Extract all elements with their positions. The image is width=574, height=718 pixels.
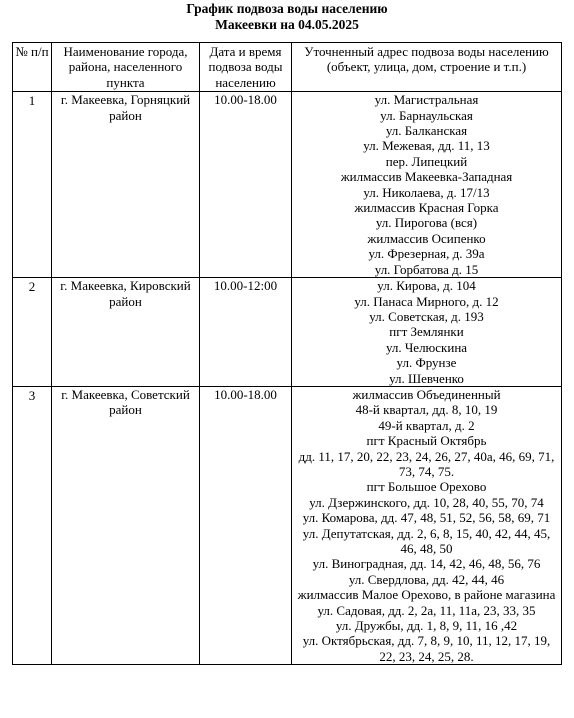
address-line: ул. Фрезерная, д. 39а	[368, 246, 485, 262]
table-row	[13, 386, 562, 664]
address-line: жилмассив Красная Горка	[354, 200, 499, 216]
header-name: Наименование города, района, населенного пункта	[52, 43, 200, 92]
address-line: дд. 11, 17, 20, 22, 23, 24, 26, 27, 40а, 46, 69, 71, 73, 74, 75.	[298, 448, 555, 479]
address-line: ул. Кирова, д. 104	[377, 278, 476, 294]
row-time: 10.00-18.00	[200, 92, 292, 278]
address-line: пгт Большое Орехово	[366, 479, 487, 495]
header-time: Дата и время подвоза воды населению	[200, 43, 292, 92]
address-line: ул. Балканская	[385, 123, 468, 139]
row-addresses	[292, 278, 562, 387]
address-line: ул. Барнаульская	[380, 107, 473, 123]
address-line: ул. Пирогова (вся)	[375, 215, 478, 231]
row-addresses	[292, 92, 562, 278]
row-time: 10.00-12:00	[200, 278, 292, 387]
address-line: ул. Межевая, дд. 11, 13	[363, 138, 490, 154]
address-line: ул. Свердлова, дд. 42, 44, 46	[348, 571, 505, 587]
title-line-2: Макеевки на 04.05.2025	[215, 17, 359, 32]
table-body	[13, 92, 562, 665]
address-line: жилмассив Малое Орехово, в районе магазина	[297, 587, 556, 603]
header-address: Уточненный адрес подвоза воды населению (объект, улица, дом, строение и т.п.)	[292, 43, 562, 92]
row-location: г. Макеевка, Горняцкий район	[52, 92, 200, 278]
row-location: г. Макеевка, Советский район	[52, 386, 200, 664]
address-line: ул. Садовая, дд. 2, 2а, 11, 11а, 23, 33, 35	[317, 602, 536, 618]
table-row	[13, 92, 562, 278]
address-line: ул. Комарова, дд. 47, 48, 51, 52, 56, 58, 69, 71	[302, 510, 551, 526]
table-row	[13, 278, 562, 387]
water-schedule-table	[12, 42, 562, 665]
address-line: 49-й квартал, д. 2	[378, 417, 475, 433]
row-location: г. Макеевка, Кировский район	[52, 278, 200, 387]
address-line: ул. Октябрьская, дд. 7, 8, 9, 10, 11, 12, 17, 19, 22, 23, 24, 25, 28.	[302, 633, 551, 664]
address-line: ул. Советская, д. 193	[369, 308, 484, 324]
row-number: 3	[13, 386, 52, 664]
address-line: ул. Горбатова д. 15	[374, 261, 479, 277]
row-time: 10.00-18.00	[200, 386, 292, 664]
row-addresses	[292, 386, 562, 664]
address-line: ул. Николаева, д. 17/13	[363, 184, 490, 200]
address-line: ул. Дзержинского, дд. 10, 28, 40, 55, 70, 74	[309, 494, 544, 510]
address-line: ул. Челюскина	[385, 339, 468, 355]
address-line: жилмассив Осипенко	[367, 230, 486, 246]
address-line: ул. Панаса Мирного, д. 12	[354, 293, 499, 309]
address-line: ул. Виноградная, дд. 14, 42, 46, 48, 56, 76	[312, 556, 541, 572]
row-number: 2	[13, 278, 52, 387]
address-line: жилмассив Макеевка-Западная	[340, 169, 513, 185]
address-line: жилмассив Объединенный	[352, 386, 501, 402]
address-line: ул. Магистральная	[374, 92, 479, 108]
address-line: 48-й квартал, дд. 8, 10, 19	[355, 402, 498, 418]
document-title	[0, 1, 574, 33]
address-line: пгт Красный Октябрь	[366, 433, 487, 449]
address-line: ул. Шевченко	[389, 370, 464, 386]
address-line: пгт Землянки	[389, 324, 464, 340]
address-line: ул. Депутатская, дд. 2, 6, 8, 15, 40, 42, 44, 45, 46, 48, 50	[302, 525, 551, 556]
address-line: ул. Фрунзе	[396, 355, 457, 371]
title-line-1: График подвоза воды населению	[186, 1, 388, 16]
address-line: пер. Липецкий	[385, 153, 468, 169]
table-header-row	[13, 43, 562, 92]
header-num: № п/п	[13, 43, 52, 92]
address-line: ул. Дружбы, дд. 1, 8, 9, 11, 16 ,42	[335, 618, 518, 634]
row-number: 1	[13, 92, 52, 278]
